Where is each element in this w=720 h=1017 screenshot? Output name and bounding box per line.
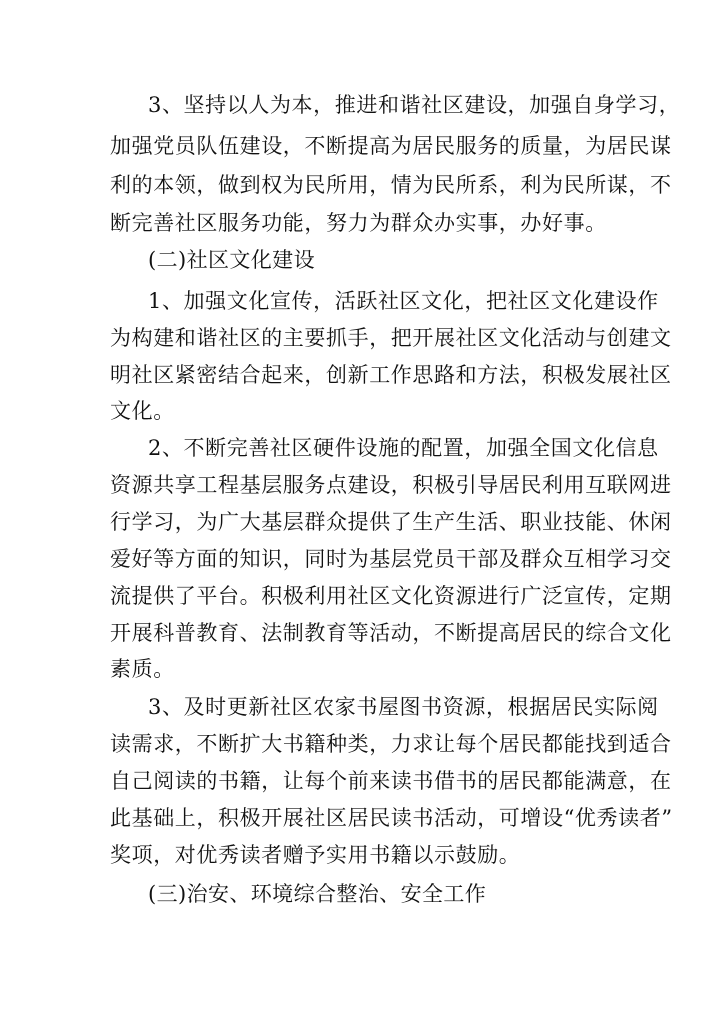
paragraph-line: 断完善社区服务功能，努力为群众办实事，办好事。 [110, 211, 607, 235]
paragraph-line: 明社区紧密结合起来，创新工作思路和方法，积极发展社区 [110, 363, 672, 387]
paragraph-line: 文化。 [110, 399, 175, 423]
paragraph-line: 此基础上，积极开展社区居民读书活动，可增设“优秀读者” [110, 806, 673, 830]
paragraph-line: 开展科普教育、法制教育等活动，不断提高居民的综合文化 [110, 621, 672, 645]
paragraph-line: 奖项，对优秀读者赠予实用书籍以示鼓励。 [110, 843, 521, 867]
section-heading: (二)社区文化建设 [148, 248, 315, 272]
section-heading: (三)治安、环境综合整治、安全工作 [148, 882, 487, 906]
paragraph-line: 利的本领，做到权为民所用，情为民所系，利为民所谋，不 [110, 173, 672, 197]
paragraph-line: 爱好等方面的知识，同时为基层党员干部及群众互相学习交 [110, 547, 672, 571]
paragraph-line: 加强党员队伍建设，不断提高为居民服务的质量，为居民谋 [110, 134, 672, 158]
paragraph-line: 资源共享工程基层服务点建设，积极引导居民利用互联网进 [110, 473, 672, 497]
paragraph-line: 自己阅读的书籍，让每个前来读书借书的居民都能满意，在 [110, 769, 672, 793]
paragraph-line: 行学习，为广大基层群众提供了生产生活、职业技能、休闲 [110, 510, 672, 534]
paragraph-line: 3、及时更新社区农家书屋图书资源，根据居民实际阅 [148, 695, 659, 719]
paragraph-line: 2、不断完善社区硬件设施的配置，加强全国文化信息 [148, 436, 659, 460]
paragraph-line: 1、加强文化宣传，活跃社区文化，把社区文化建设作 [148, 289, 659, 313]
paragraph-line: 素质。 [110, 657, 175, 681]
paragraph-line: 为构建和谐社区的主要抓手，把开展社区文化活动与创建文 [110, 326, 672, 350]
paragraph-line: 流提供了平台。积极利用社区文化资源进行广泛宣传，定期 [110, 584, 672, 608]
paragraph-line: 读需求，不断扩大书籍种类，力求让每个居民都能找到适合 [110, 732, 672, 756]
paragraph-line: 3、坚持以人为本，推进和谐社区建设，加强自身学习， [148, 93, 681, 117]
